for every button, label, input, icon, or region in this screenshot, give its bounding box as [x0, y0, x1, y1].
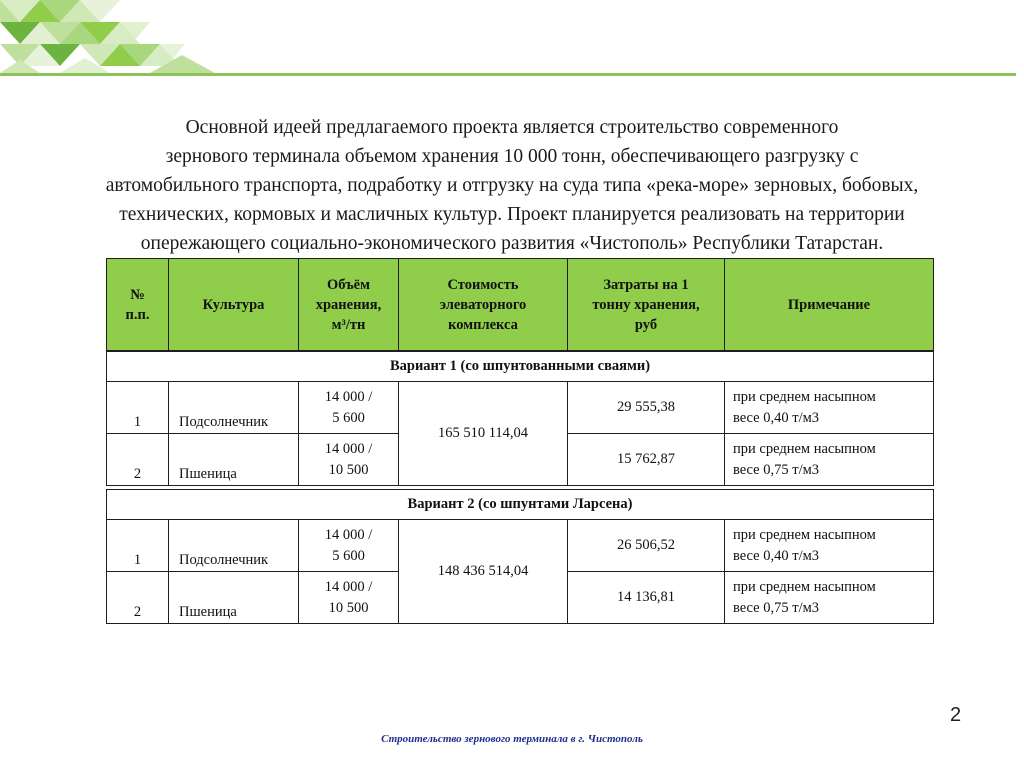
row-number: 2 [107, 572, 169, 624]
footer-caption: Строительство зернового терминала в г. Чистополь [381, 733, 643, 745]
row-note: при среднем насыпном весе 0,75 т/м3 [725, 572, 934, 624]
intro-line: зернового терминала объемом хранения 10 000 тонн, обеспечивающего разгрузку с [165, 146, 859, 167]
row-crop: Подсолнечник [169, 382, 299, 434]
decorative-triangle-banner [0, 0, 260, 80]
intro-line: автомобильного транспорта, подработку и отгрузку на суда типа «река-море» зерновых, бобовых, [105, 175, 919, 196]
header-divider [0, 73, 1016, 76]
intro-line: опережающего социально-экономического развития «Чистополь» Республики Татарстан. [140, 233, 884, 254]
row-cost-per-ton: 15 762,87 [568, 434, 725, 486]
intro-paragraph [30, 113, 994, 258]
table-row [107, 520, 934, 572]
header-elevator-cost: Стоимость элеваторного комплекса [399, 259, 568, 351]
variant-2-table [106, 489, 934, 624]
variant-title: Вариант 1 (со шпунтованными сваями) [107, 352, 934, 382]
header-cost-per-ton: Затраты на 1 тонну хранения, руб [568, 259, 725, 351]
row-volume: 14 000 / 10 500 [299, 434, 399, 486]
intro-line: технических, кормовых и масличных культур. Проект планируется реализовать на территории [119, 204, 905, 225]
row-volume: 14 000 / 10 500 [299, 572, 399, 624]
cost-table-header [106, 258, 934, 351]
row-note: при среднем насыпном весе 0,40 т/м3 [725, 520, 934, 572]
intro-line: Основной идеей предлагаемого проекта является строительство современного [185, 117, 839, 138]
header-storage-volume: Объём хранения, м³/тн [299, 259, 399, 351]
row-number: 2 [107, 434, 169, 486]
row-crop: Пшеница [169, 572, 299, 624]
variant-1-table [106, 351, 934, 486]
header-note: Примечание [725, 259, 934, 351]
table-row [107, 382, 934, 434]
row-note: при среднем насыпном весе 0,40 т/м3 [725, 382, 934, 434]
row-volume: 14 000 / 5 600 [299, 520, 399, 572]
row-crop: Подсолнечник [169, 520, 299, 572]
row-volume: 14 000 / 5 600 [299, 382, 399, 434]
header-crop: Культура [169, 259, 299, 351]
row-crop: Пшеница [169, 434, 299, 486]
row-cost-per-ton: 14 136,81 [568, 572, 725, 624]
page-number: 2 [950, 704, 962, 726]
row-number: 1 [107, 520, 169, 572]
row-note: при среднем насыпном весе 0,75 т/м3 [725, 434, 934, 486]
row-cost-per-ton: 26 506,52 [568, 520, 725, 572]
elevator-cost-value: 165 510 114,04 [399, 382, 568, 486]
header-number: № п.п. [107, 259, 169, 351]
variant-title: Вариант 2 (со шпунтами Ларсена) [107, 490, 934, 520]
row-number: 1 [107, 382, 169, 434]
elevator-cost-value: 148 436 514,04 [399, 520, 568, 624]
row-cost-per-ton: 29 555,38 [568, 382, 725, 434]
